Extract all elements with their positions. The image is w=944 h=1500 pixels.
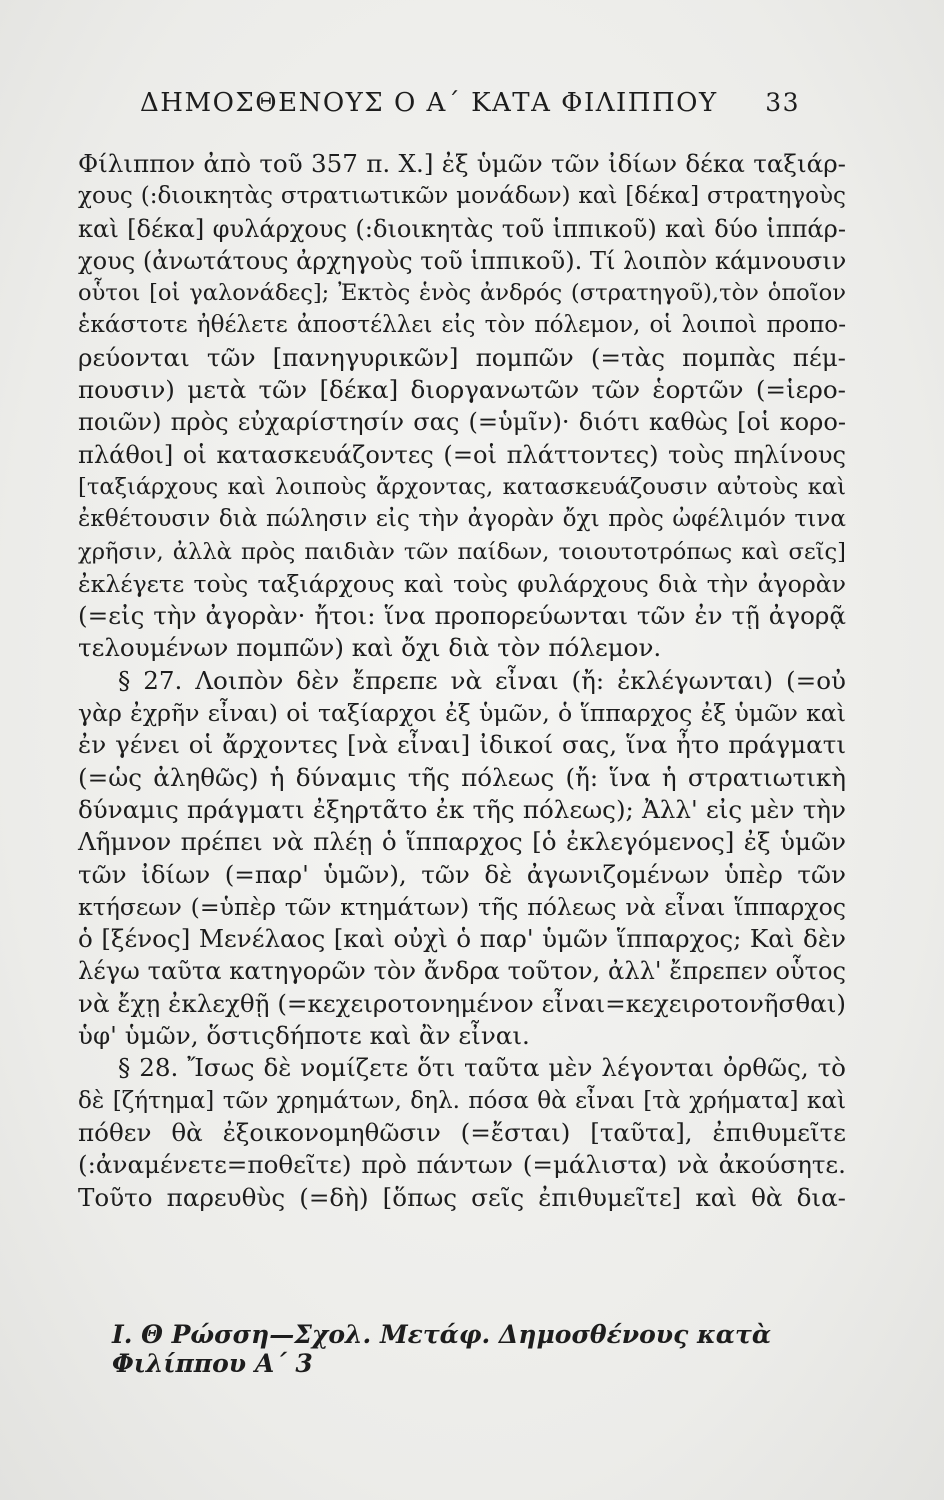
body-text [78,148,846,1214]
text-line: τῶν ἰδίων (=παρ' ὑμῶν), τῶν δὲ ἀγωνιζομένων ὑπὲρ τῶν [78,859,846,889]
text-line: οὗτοι [οἱ γαλονάδες]; Ἐκτὸς ἑνὸς ἀνδρός (στρατηγοῦ),τὸν ὁποῖον [78,280,846,307]
text-line: (=ὡς ἀληθῶς) ἡ δύναμις τῆς πόλεως (ἤ: ἵνα ἡ στρατιωτικὴ [78,762,846,792]
text-line: δὲ [ζήτημα] τῶν χρημάτων, δηλ. πόσα θὰ εἶναι [τὰ χρήματα] καὶ [78,1087,846,1114]
text-line: ποιῶν) πρὸς εὐχαρίστησίν σας (=ὑμῖν)· διότι καθὼς [οἱ κορο- [78,408,846,437]
text-line: Λῆμνον πρέπει νὰ πλέῃ ὁ ἵππαρχος [ὁ ἐκλεγόμενος] ἐξ ὑμῶν [78,827,846,857]
text-line: (=εἰς τὴν ἀγορὰν· ἤτοι: ἵνα προπορεύωνται τῶν ἐν τῇ ἀγορᾷ [78,601,846,631]
signature-footer [112,1320,847,1378]
text-line: γὰρ ἐχρῆν εἶναι) οἱ ταξίαρχοι ἐξ ὑμῶν, ὁ ἵππαρχος ἐξ ὑμῶν καὶ [78,699,846,728]
page-number: 33 [765,88,800,117]
section-27-line: § 27. Λοιπὸν δὲν ἔπρεπε νὰ εἶναι (ἤ: ἐκλέγωνται) (=οὐ [118,665,846,695]
signature-line: Ι. Θ Ρώσση—Σχολ. Μετάφ. Δημοσθένους κατὰ Φιλίππου Α΄ 3 [112,1320,772,1378]
text-line: ἑκάστοτε ἠθέλετε ἀποστέλλει εἰς τὸν πόλεμον, οἱ λοιποὶ προπο- [78,312,846,339]
text-line: πόθεν θὰ ἐξοικονομηθῶσιν (=ἔσται) [ταῦτα], ἐπιθυμεῖτε [78,1117,846,1147]
running-title: ΔΗΜΟΣΘΕΝΟΥΣ Ο Α΄ ΚΑΤΑ ΦΙΛΙΠΠΟΥ [140,88,718,118]
text-line: τελουμένων πομπῶν) καὶ ὄχι διὰ τὸν πόλεμον. [78,633,662,663]
text-line: [ταξιάρχους καὶ λοιποὺς ἄρχοντας, κατασκευάζουσιν αὐτοὺς καὶ [78,473,846,500]
text-line: δύναμις πράγματι ἐξηρτᾶτο ἐκ τῆς πόλεως); Ἀλλ' εἰς μὲν τὴν [78,794,846,824]
text-line: χους (ἀνωτάτους ἀρχηγοὺς τοῦ ἱππικοῦ). Τί λοιπὸν κάμνουσιν [78,246,847,275]
text-line: ρεύονται τῶν [πανηγυρικῶν] πομπῶν (=τὰς πομπὰς πέμ- [78,342,846,372]
text-line: ἐκθέτουσιν διὰ πώλησιν εἰς τὴν ἀγορὰν ὄχι πρὸς ὠφέλιμόν τινα [78,506,846,533]
text-line: ὑφ' ὑμῶν, ὅστιςδήποτε καὶ ἂν εἶναι. [78,1021,530,1051]
running-head [140,88,800,118]
section-28-line: § 28. Ἴσως δὲ νομίζετε ὅτι ταῦτα μὲν λέγονται ὀρθῶς, τὸ [118,1053,846,1083]
text-line: νὰ ἔχῃ ἐκλεχθῇ (=κεχειροτονημένον εἶναι=κεχειροτονῆσθαι) [78,988,846,1018]
text-line: (:ἀναμένετε=ποθεῖτε) πρὸ πάντων (=μάλιστα) νὰ ἀκούσητε. [78,1150,846,1180]
text-line: Τοῦτο παρευθὺς (=δὴ) [ὅπως σεῖς ἐπιθυμεῖτε] καὶ θὰ δια- [78,1182,846,1212]
text-line: ἐν γένει οἱ ἄρχοντες [νὰ εἶναι] ἰδικοί σας, ἵνα ἦτο πράγματι [78,730,846,760]
text-line: καὶ [δέκα] φυλάρχους (:διοικητὰς τοῦ ἱππικοῦ) καὶ δύο ἱππάρ- [78,214,846,243]
text-line: χρῆσιν, ἀλλὰ πρὸς παιδιὰν τῶν παίδων, τοιουτοτρόπως καὶ σεῖς] [78,538,846,565]
text-line: ὁ [ξένος] Μενέλαος [καὶ οὐχὶ ὁ παρ' ὑμῶν ἵππαρχος; Καὶ δὲν [78,924,846,954]
text-line: λέγω ταῦτα κατηγορῶν τὸν ἄνδρα τοῦτον, ἀλλ' ἔπρεπεν οὗτος [78,957,846,986]
text-line: χους (:διοικητὰς στρατιωτικῶν μονάδων) καὶ [δέκα] στρατηγοὺς [78,183,846,210]
text-line: πουσιν) μετὰ τῶν [δέκα] διοργανωτῶν τῶν ἑορτῶν (=ἱερο- [78,375,846,405]
text-line: ἐκλέγετε τοὺς ταξιάρχους καὶ τοὺς φυλάρχους διὰ τὴν ἀγορὰν [78,569,846,598]
text-line: πλάθοι] οἱ κατασκευάζοντες (=οἱ πλάττοντες) τοὺς πηλίνους [78,440,846,469]
text-line: Φίλιππον ἀπὸ τοῦ 357 π. Χ.] ἐξ ὑμῶν τῶν ἰδίων δέκα ταξιάρ- [78,149,846,178]
text-line: κτήσεων (=ὑπὲρ τῶν κτημάτων) τῆς πόλεως νὰ εἶναι ἵππαρχος [78,892,846,921]
